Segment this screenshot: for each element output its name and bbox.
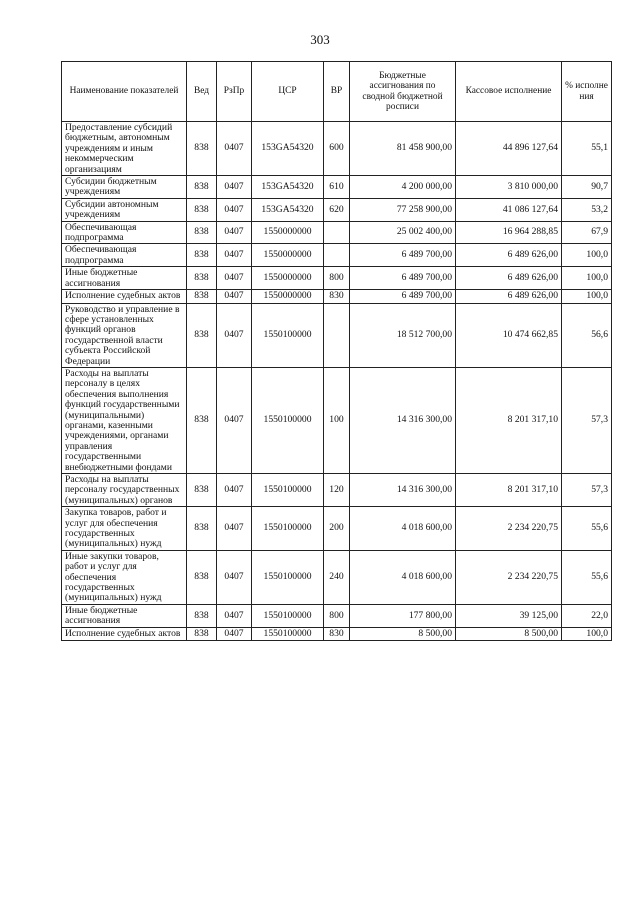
table-row [62, 627, 612, 640]
cell-assigned: 6 489 700,00 [350, 267, 456, 290]
table-row [62, 198, 612, 221]
cell-rzpr: 0407 [217, 290, 252, 303]
cell-csr: 153GA54320 [252, 122, 324, 176]
cell-assigned: 14 316 300,00 [350, 474, 456, 507]
cell-name: Обеспечивающая подпрограмма [62, 221, 187, 244]
cell-percent: 100,0 [562, 267, 612, 290]
cell-rzpr: 0407 [217, 367, 252, 473]
cell-percent: 57,3 [562, 367, 612, 473]
cell-executed: 2 234 220,75 [456, 550, 562, 604]
cell-vr: 100 [324, 367, 350, 473]
cell-ved: 838 [187, 198, 217, 221]
header-executed: Кассовое исполнение [456, 62, 562, 122]
cell-assigned: 4 018 600,00 [350, 550, 456, 604]
cell-percent: 55,6 [562, 507, 612, 551]
cell-ved: 838 [187, 290, 217, 303]
cell-rzpr: 0407 [217, 550, 252, 604]
table-row [62, 267, 612, 290]
cell-name: Расходы на выплаты персоналу в целях обеспечения выполнения функций государственными (муниципальными) органами, казенными учреждениями, органами управления государственными внебюджетными фондами [62, 367, 187, 473]
cell-assigned: 77 258 900,00 [350, 198, 456, 221]
cell-ved: 838 [187, 367, 217, 473]
cell-name: Закупка товаров, работ и услуг для обеспечения государственных (муниципальных) нужд [62, 507, 187, 551]
header-rzpr: РзПр [217, 62, 252, 122]
cell-rzpr: 0407 [217, 244, 252, 267]
cell-percent: 53,2 [562, 198, 612, 221]
cell-rzpr: 0407 [217, 474, 252, 507]
cell-ved: 838 [187, 267, 217, 290]
cell-name: Расходы на выплаты персоналу государственных (муниципальных) органов [62, 474, 187, 507]
cell-executed: 2 234 220,75 [456, 507, 562, 551]
cell-rzpr: 0407 [217, 604, 252, 627]
cell-assigned: 25 002 400,00 [350, 221, 456, 244]
cell-vr: 600 [324, 122, 350, 176]
cell-vr: 120 [324, 474, 350, 507]
cell-name: Иные бюджетные ассигнования [62, 267, 187, 290]
cell-executed: 10 474 662,85 [456, 303, 562, 367]
cell-vr: 610 [324, 176, 350, 199]
table-body [62, 122, 612, 641]
header-assigned: Бюджетные ассигнования по сводной бюджетной росписи [350, 62, 456, 122]
header-name: Наименование показателей [62, 62, 187, 122]
table-row [62, 176, 612, 199]
cell-csr: 153GA54320 [252, 176, 324, 199]
cell-executed: 8 201 317,10 [456, 367, 562, 473]
cell-executed: 8 500,00 [456, 627, 562, 640]
table-header-row [62, 62, 612, 122]
cell-executed: 6 489 626,00 [456, 244, 562, 267]
cell-percent: 67,9 [562, 221, 612, 244]
cell-rzpr: 0407 [217, 303, 252, 367]
cell-percent: 57,3 [562, 474, 612, 507]
cell-assigned: 4 018 600,00 [350, 507, 456, 551]
table-row [62, 122, 612, 176]
cell-name: Иные бюджетные ассигнования [62, 604, 187, 627]
cell-assigned: 8 500,00 [350, 627, 456, 640]
cell-vr: 830 [324, 290, 350, 303]
cell-percent: 22,0 [562, 604, 612, 627]
cell-percent: 55,6 [562, 550, 612, 604]
header-csr: ЦСР [252, 62, 324, 122]
cell-name: Предоставление субсидий бюджетным, автономным учреждениям и иным некоммерческим организациям [62, 122, 187, 176]
table-row [62, 474, 612, 507]
header-vr: ВР [324, 62, 350, 122]
cell-ved: 838 [187, 474, 217, 507]
cell-executed: 8 201 317,10 [456, 474, 562, 507]
cell-assigned: 6 489 700,00 [350, 290, 456, 303]
cell-assigned: 6 489 700,00 [350, 244, 456, 267]
cell-rzpr: 0407 [217, 221, 252, 244]
cell-ved: 838 [187, 221, 217, 244]
cell-csr: 1550100000 [252, 303, 324, 367]
cell-ved: 838 [187, 507, 217, 551]
cell-ved: 838 [187, 604, 217, 627]
cell-vr: 240 [324, 550, 350, 604]
cell-csr: 153GA54320 [252, 198, 324, 221]
cell-assigned: 18 512 700,00 [350, 303, 456, 367]
table-row [62, 604, 612, 627]
cell-name: Исполнение судебных актов [62, 627, 187, 640]
cell-executed: 3 810 000,00 [456, 176, 562, 199]
cell-ved: 838 [187, 122, 217, 176]
table-row [62, 290, 612, 303]
cell-ved: 838 [187, 244, 217, 267]
header-percent: % исполне ния [562, 62, 612, 122]
cell-name: Субсидии автономным учреждениям [62, 198, 187, 221]
cell-rzpr: 0407 [217, 176, 252, 199]
cell-rzpr: 0407 [217, 122, 252, 176]
table-row [62, 507, 612, 551]
cell-csr: 1550100000 [252, 604, 324, 627]
cell-rzpr: 0407 [217, 267, 252, 290]
cell-csr: 1550000000 [252, 221, 324, 244]
cell-vr: 830 [324, 627, 350, 640]
cell-vr [324, 244, 350, 267]
cell-csr: 1550100000 [252, 474, 324, 507]
cell-rzpr: 0407 [217, 507, 252, 551]
cell-executed: 16 964 288,85 [456, 221, 562, 244]
cell-percent: 90,7 [562, 176, 612, 199]
cell-vr [324, 221, 350, 244]
cell-rzpr: 0407 [217, 627, 252, 640]
table-row [62, 550, 612, 604]
cell-percent: 100,0 [562, 244, 612, 267]
cell-percent: 100,0 [562, 290, 612, 303]
table-row [62, 244, 612, 267]
cell-percent: 56,6 [562, 303, 612, 367]
cell-assigned: 4 200 000,00 [350, 176, 456, 199]
table-row [62, 303, 612, 367]
cell-vr: 620 [324, 198, 350, 221]
cell-executed: 44 896 127,64 [456, 122, 562, 176]
cell-name: Исполнение судебных актов [62, 290, 187, 303]
cell-ved: 838 [187, 176, 217, 199]
cell-csr: 1550000000 [252, 290, 324, 303]
cell-executed: 6 489 626,00 [456, 290, 562, 303]
cell-vr: 800 [324, 267, 350, 290]
cell-vr: 800 [324, 604, 350, 627]
cell-csr: 1550100000 [252, 367, 324, 473]
cell-rzpr: 0407 [217, 198, 252, 221]
cell-csr: 1550000000 [252, 244, 324, 267]
cell-vr [324, 303, 350, 367]
cell-name: Субсидии бюджетным учреждениям [62, 176, 187, 199]
cell-assigned: 14 316 300,00 [350, 367, 456, 473]
cell-executed: 41 086 127,64 [456, 198, 562, 221]
cell-executed: 6 489 626,00 [456, 267, 562, 290]
page-number: 303 [310, 32, 330, 47]
cell-name: Руководство и управление в сфере установленных функций органов государственной власти субъекта Российской Федерации [62, 303, 187, 367]
cell-ved: 838 [187, 550, 217, 604]
cell-assigned: 81 458 900,00 [350, 122, 456, 176]
cell-assigned: 177 800,00 [350, 604, 456, 627]
cell-executed: 39 125,00 [456, 604, 562, 627]
header-ved: Вед [187, 62, 217, 122]
cell-name: Обеспечивающая подпрограмма [62, 244, 187, 267]
cell-csr: 1550100000 [252, 507, 324, 551]
cell-percent: 100,0 [562, 627, 612, 640]
table-row [62, 367, 612, 473]
cell-csr: 1550100000 [252, 627, 324, 640]
cell-csr: 1550000000 [252, 267, 324, 290]
table-row [62, 221, 612, 244]
cell-vr: 200 [324, 507, 350, 551]
budget-table [61, 61, 612, 641]
cell-ved: 838 [187, 303, 217, 367]
cell-csr: 1550100000 [252, 550, 324, 604]
cell-percent: 55,1 [562, 122, 612, 176]
cell-name: Иные закупки товаров, работ и услуг для обеспечения государственных (муниципальных) нужд [62, 550, 187, 604]
cell-ved: 838 [187, 627, 217, 640]
